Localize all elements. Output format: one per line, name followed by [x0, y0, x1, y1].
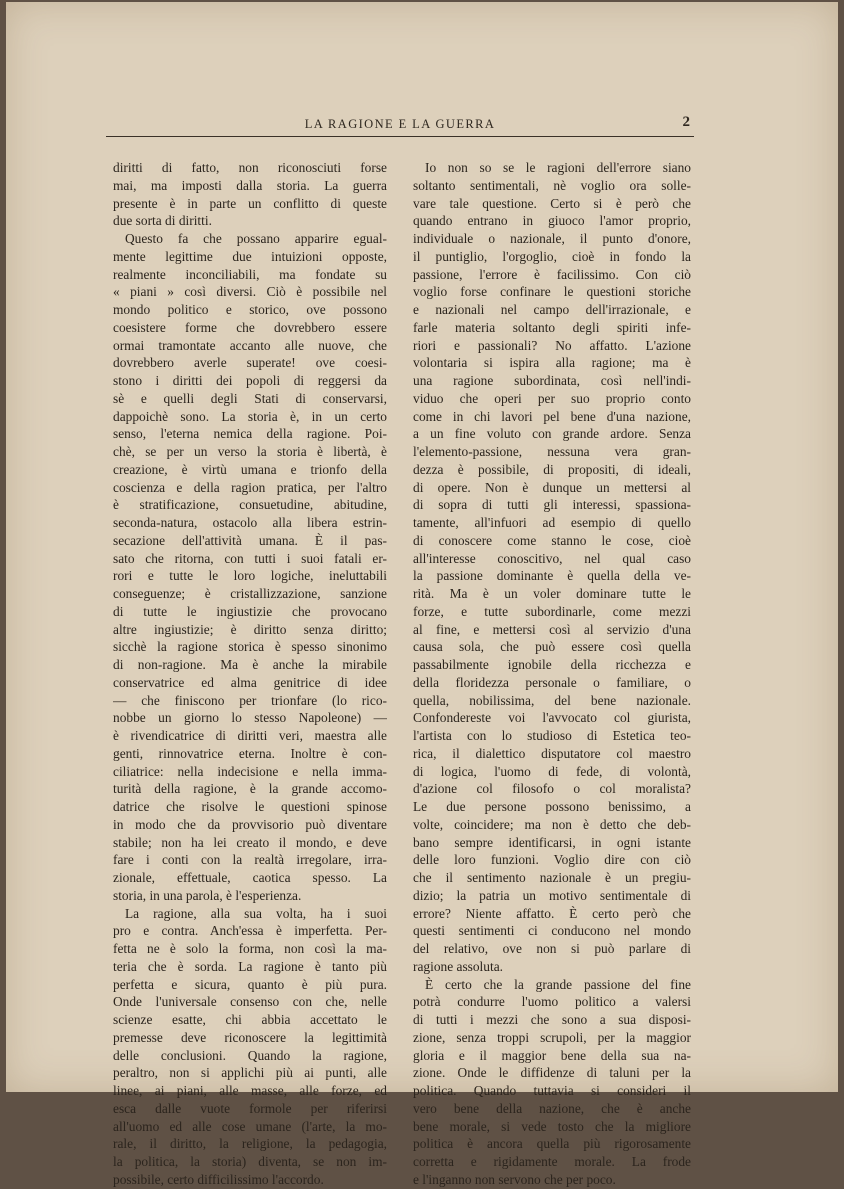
text-line: peraltro, non si applichi più ai punti, alle: [113, 1065, 387, 1081]
text-line: rale, il diritto, la religione, la pedagogia,: [113, 1136, 387, 1152]
text-line: linee, ai piani, alle masse, alle forze, ed: [113, 1083, 387, 1098]
text-line: d'azione col filosofo o col moralista?: [413, 781, 691, 797]
page-number: 2: [682, 114, 690, 130]
page-header: [106, 112, 694, 137]
running-title: LA RAGIONE E LA GUERRA: [304, 117, 496, 131]
text-line: esca dalle vuote formole per riferirsi: [113, 1100, 387, 1116]
text-line: mai, ma imposti dalla storia. La guerra: [113, 177, 387, 193]
text-line: delle loro funzioni. Voglio dire con ciò: [413, 852, 691, 868]
text-line: di tutti i mezzi che sono a sua disposi-: [413, 1012, 691, 1027]
text-line: La ragione, alla sua volta, ha i suoi: [125, 905, 387, 921]
text-line: mondo politico e storico, ove possono: [113, 302, 387, 317]
text-line: sè e quelli degli Stati di conservarsi,: [113, 390, 387, 406]
text-line: e nazionali nel campo dell'irrazionale, e: [413, 302, 691, 317]
text-line: genti, rinnovatrice eterna. Inoltre è con-: [113, 745, 387, 761]
text-line: è rivendicatrice di diritti veri, maestra alle: [113, 728, 387, 743]
text-line: all'interesse conoscitivo, nel qual caso: [413, 550, 691, 566]
text-line: riori e passionali? No affatto. L'azione: [413, 337, 691, 353]
text-line: Onde l'universale consenso con che, nelle: [113, 994, 387, 1010]
text-line: ragione assoluta.: [413, 958, 503, 974]
text-line: all'uomo ed alle cose umane (l'arte, la mo-: [113, 1118, 387, 1134]
text-line: ciliatrice: nella indecisione e nella imma-: [113, 763, 387, 779]
text-line: — che finiscono per trionfare (lo rico-: [113, 692, 387, 708]
text-line: mente legittime due intuizioni opposte,: [113, 248, 387, 264]
text-line: scienze esatte, chi abbia accettato le: [113, 1012, 387, 1027]
text-line: di sopra di tutti gli interessi, spassiona-: [413, 497, 691, 513]
text-line: senso, l'eterna nemica della ragione. Poi-: [113, 426, 387, 442]
text-line: la passione dominante è quella della ve-: [413, 568, 691, 584]
text-line: Io non so se le ragioni dell'errore siano: [425, 160, 691, 175]
text-line: coscienza e della ragion pratica, per l'altro: [113, 479, 387, 495]
text-line: tamente, all'infuori ad esempio di quello: [413, 515, 691, 530]
text-line: volte, coincidere; ma non è detto che deb-: [413, 816, 691, 832]
text-line: fare i conti con la realtà irregolare, irra-: [113, 852, 387, 868]
text-line: dezza è possibile, di propositi, di ideali,: [413, 461, 691, 477]
text-line: al fine, e mettersi così al servizio d'una: [413, 621, 691, 637]
text-line: presente è in parte un conflitto di queste: [113, 195, 387, 211]
text-line: ormai tramontate accanto alle nuove, che: [113, 337, 387, 353]
text-line: conseguenze; è cristallizzazione, sanzione: [113, 586, 387, 601]
text-line: in modo che da provvisorio può diventare: [113, 816, 387, 832]
text-line: l'artista con lo studioso di Estetica teo-: [413, 728, 691, 743]
left-text-column: [113, 159, 387, 1189]
text-line: delle conclusioni. Quando la ragione,: [113, 1047, 387, 1063]
text-line: rica, il dialettico disputatore col maestro: [413, 745, 691, 761]
text-line: quella, nobilissima, del bene nazionale.: [413, 692, 691, 708]
text-line: potrà condurre l'uomo politico a valersi: [413, 994, 691, 1010]
text-line: quando entrano in giuoco l'amor proprio,: [413, 213, 691, 229]
text-line: politica è ancora quella più rigorosamente: [413, 1136, 691, 1152]
text-line: di non-ragione. Ma è anche la mirabile: [113, 657, 387, 672]
text-line: datrice che risolve le questioni spinose: [113, 799, 387, 814]
text-line: e l'inganno non servono che per poco.: [413, 1171, 616, 1187]
text-line: del relativo, ove non si può parlare di: [413, 941, 691, 956]
text-line: è stratificazione, consuetudine, abitudine,: [113, 497, 387, 513]
text-line: corretta e rigidamente morale. La frode: [413, 1154, 691, 1169]
text-line: conservatrice ed alma genitrice di idee: [113, 674, 387, 690]
text-line: politica. Quando tuttavia si consideri il: [413, 1083, 691, 1098]
text-line: È certo che la grande passione del fine: [425, 976, 691, 992]
text-line: di conoscere come stanno le cose, cioè: [413, 532, 691, 548]
text-line: vero bene della nazione, che è anche: [413, 1100, 691, 1116]
text-line: fetta ne è solo la forma, non così la ma-: [113, 941, 387, 956]
text-line: perfetta e sicura, quanto è più pura.: [113, 976, 387, 992]
text-line: passione, l'errore è facilissimo. Con ciò: [413, 266, 691, 282]
text-line: della floridezza personale o familiare, o: [413, 674, 691, 690]
text-line: forze, e tutte subordinarle, come mezzi: [413, 603, 691, 619]
text-line: « piani » così diversi. Ciò è possibile nel: [113, 284, 387, 300]
text-line: la politica, la storia) diventa, se non im-: [113, 1154, 387, 1169]
text-line: di opere. Non è dunque un mettersi al: [413, 479, 691, 495]
text-line: Questo fa che possano apparire egual-: [125, 231, 387, 246]
right-text-column: [413, 159, 691, 1189]
text-line: l'elemento-passione, nessuna vera gran-: [413, 444, 691, 459]
text-line: farle materia soltanto degli spiriti infe-: [413, 319, 691, 335]
text-line: soltanto sentimentali, nè voglio ora solle-: [413, 177, 691, 193]
text-line: volontaria si ispira alla ragione; ma è: [413, 355, 691, 371]
text-line: stono i diritti dei popoli di reggersi da: [113, 373, 387, 388]
text-line: Confondereste voi l'avvocato col giurista,: [413, 710, 691, 726]
text-line: di logica, l'uomo di fede, di volontà,: [413, 763, 691, 779]
text-line: vare tale questione. Certo si è però che: [413, 195, 691, 211]
text-line: dovrebbero averle superate! ove coesi-: [113, 355, 387, 371]
text-line: di tutte le ingiustizie che provocano: [113, 603, 387, 619]
text-line: possibile, certo difficilissimo l'accordo.: [113, 1171, 324, 1187]
text-line: zione. Onde le diffidenze di taluni per la: [413, 1065, 691, 1081]
text-line: sato che ritorna, con tutti i suoi fatali er-: [113, 550, 387, 566]
text-line: causa sola, che può essere così quella: [413, 639, 691, 655]
text-line: voglio forse confinare le questioni storiche: [413, 284, 691, 300]
text-line: coesistere forme che dovrebbero essere: [113, 319, 387, 335]
text-line: diritti di fatto, non riconosciuti forse: [113, 160, 387, 175]
text-line: teria che è sorda. La ragione è tanto più: [113, 958, 387, 974]
text-line: zione, senza troppi scrupoli, per la maggior: [413, 1029, 691, 1045]
text-line: errore? Niente affatto. È certo però che: [413, 905, 691, 921]
text-line: turità della ragione, è la grande accomo-: [113, 781, 387, 797]
text-line: bano sempre identificarsi, in ogni istante: [413, 834, 691, 850]
text-line: bene morale, si vede tosto che la migliore: [413, 1118, 691, 1134]
text-line: altre ingiustizie; è diritto senza diritto;: [113, 621, 387, 637]
text-line: secazione dell'attività umana. È il pas-: [113, 532, 387, 548]
text-line: dizio; la patria un motivo sentimentale di: [413, 887, 691, 903]
text-line: nobbe un giorno lo stesso Napoleone) —: [113, 710, 387, 726]
text-line: come in chi lavori pel bene d'una nazione,: [413, 408, 691, 424]
text-line: due sorta di diritti.: [113, 213, 212, 229]
text-line: storia, in una parola, è l'esperienza.: [113, 887, 302, 903]
text-line: rità. Ma è un voler dominare tutte le: [413, 586, 691, 601]
text-line: pro e contra. Anch'essa è imperfetta. Per-: [113, 923, 387, 939]
text-line: gloria e il maggior bene della sua na-: [413, 1047, 691, 1063]
text-line: rori e tutte le loro logiche, ineluttabili: [113, 568, 387, 584]
text-line: stabile; non ha lei creato il mondo, e deve: [113, 834, 387, 850]
text-line: dappoichè sono. La storia è, in un certo: [113, 408, 387, 424]
text-line: che il sentimento nazionale è un pregiu-: [413, 870, 691, 885]
text-line: zionale, effettuale, caotica spesso. La: [113, 870, 387, 885]
text-line: questi sentimenti ci conducono nel mondo: [413, 923, 691, 939]
text-line: chè, se per un verso la storia è libertà, è: [113, 444, 387, 459]
text-line: Le due persone possono benissimo, a: [413, 799, 691, 814]
text-line: una ragione subordinata, così nell'indi-: [413, 373, 691, 388]
text-line: il puntiglio, l'orgoglio, cioè in fondo la: [413, 248, 691, 264]
text-line: realmente inconciliabili, ma fondate su: [113, 266, 387, 282]
text-line: seconda-natura, ostacolo alla libera estrin-: [113, 515, 387, 530]
text-line: passabilmente ignobile della ricchezza e: [413, 657, 691, 672]
text-line: individuale o nazionale, il punto d'onore,: [413, 231, 691, 246]
text-line: a un fine voluto con grande ardore. Senza: [413, 426, 691, 442]
text-line: premesse deve riconoscere la legittimità: [113, 1029, 387, 1045]
book-page: [6, 2, 838, 1187]
text-line: sicchè la ragione storica è spesso sinonimo: [113, 639, 387, 655]
text-line: creazione, è virtù umana e trionfo della: [113, 461, 387, 477]
text-line: viduo che operi per suo proprio conto: [413, 390, 691, 406]
